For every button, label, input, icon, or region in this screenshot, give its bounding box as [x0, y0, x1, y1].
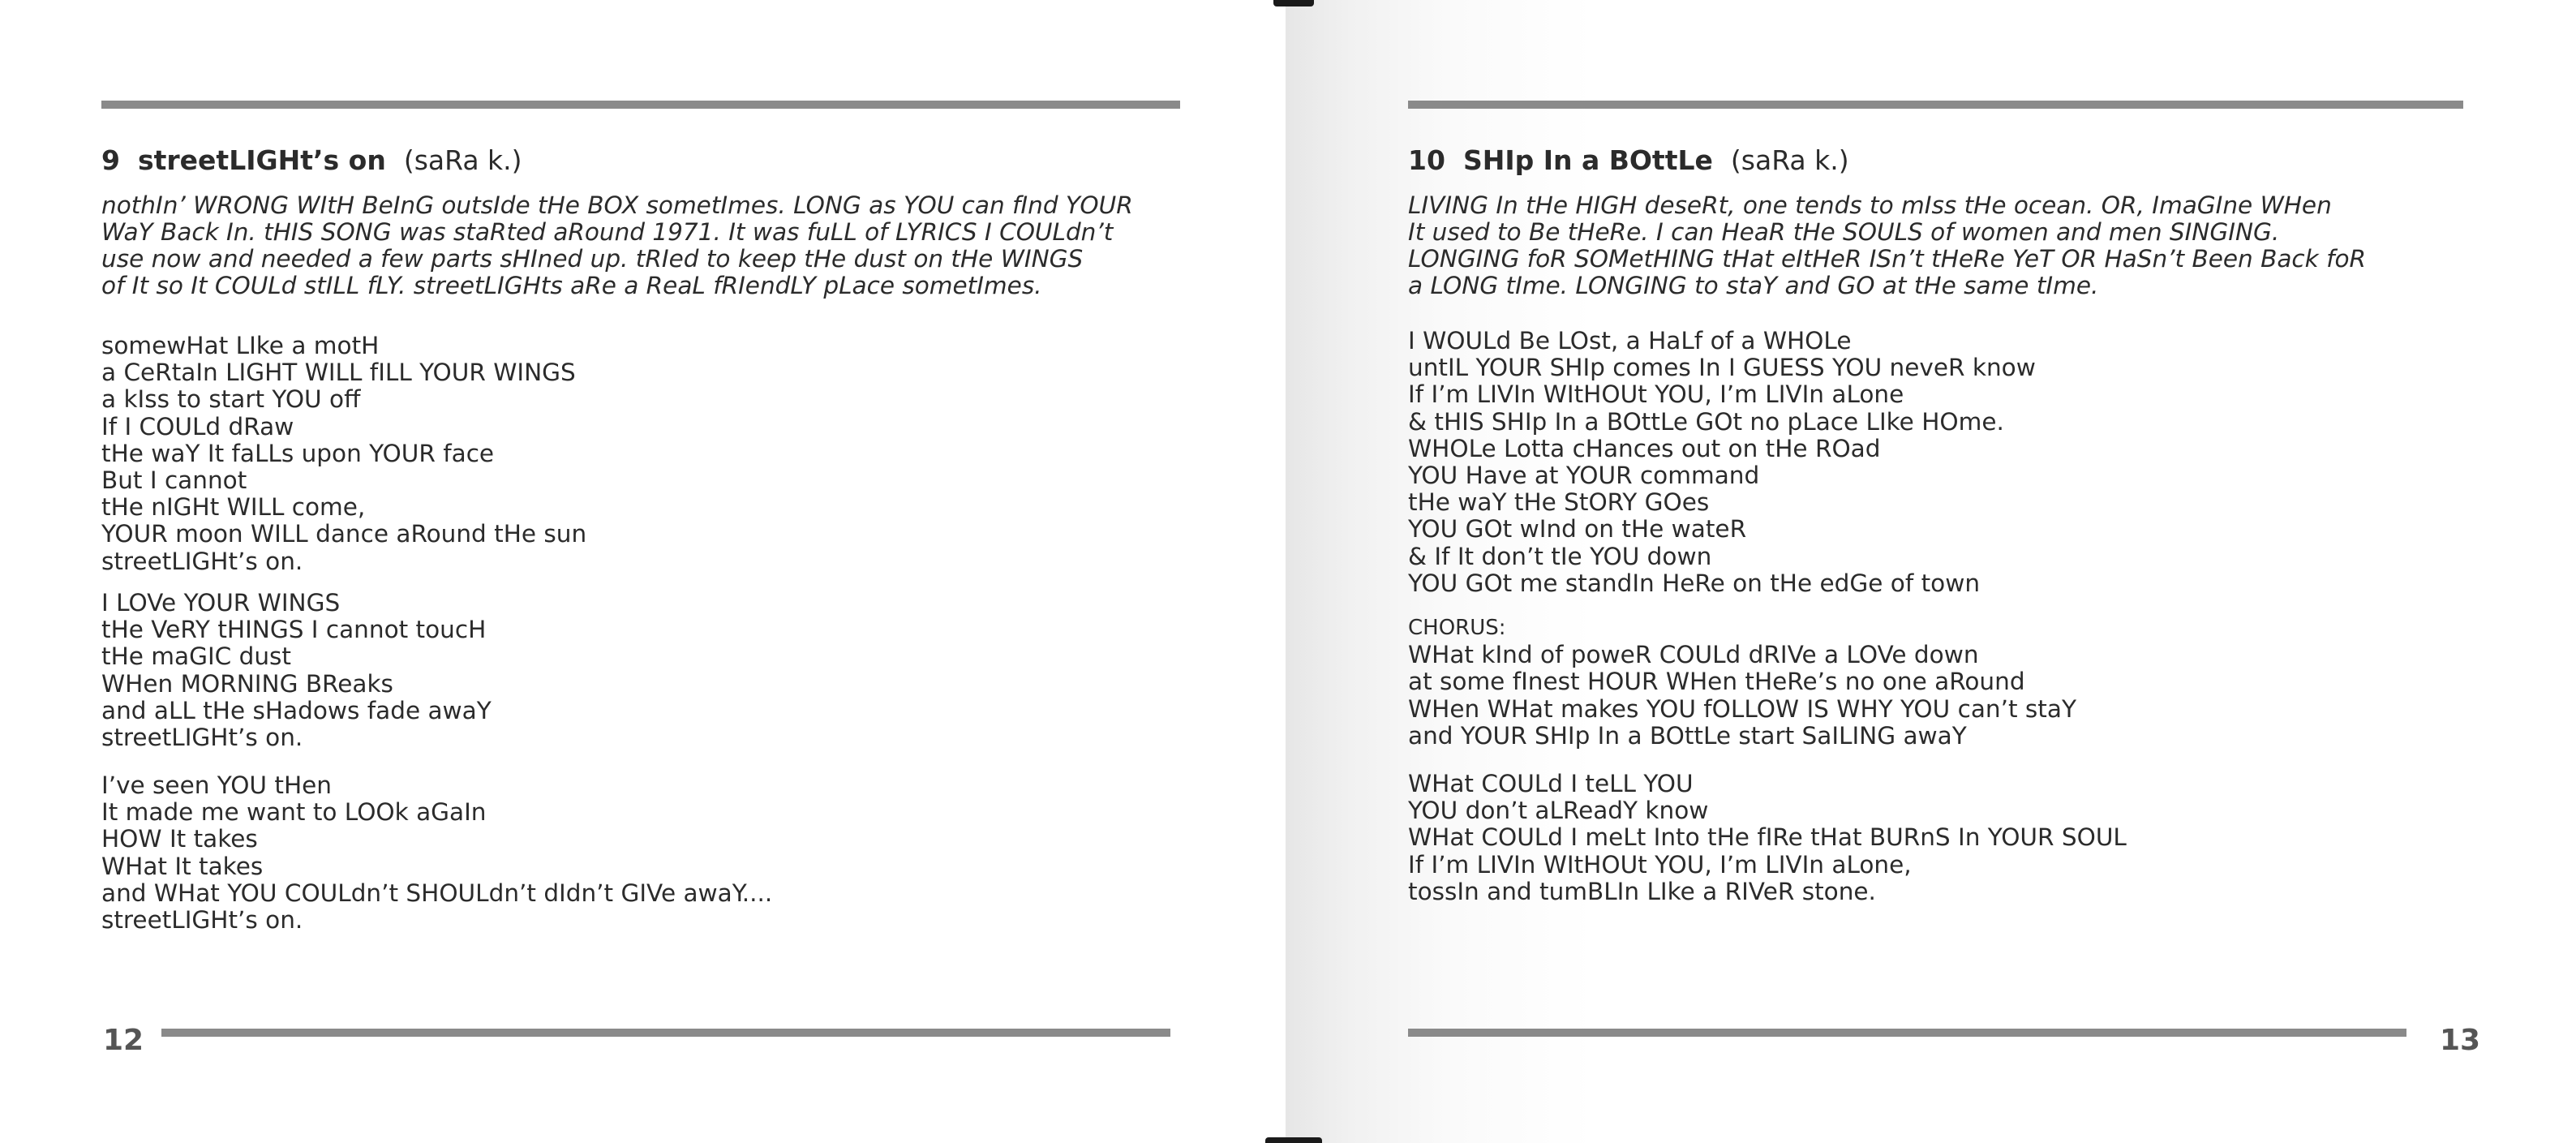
song-intro	[101, 192, 1133, 299]
intro-line: nothIn’ WRONG WItH BeInG outsIde tHe BOX sometImes. LONG as YOU can fInd YOUR	[101, 191, 1133, 219]
song-author: (saRa k.)	[1730, 144, 1849, 176]
lyric-line: But I cannot	[101, 466, 247, 495]
lyric-line: and YOUR SHIp In a BOttLe start SaILING awaY	[1408, 721, 1967, 750]
bottom-rule	[1408, 1029, 2406, 1037]
stanza	[1408, 771, 2127, 905]
lyric-line: WHen MORNING BReaks	[101, 669, 393, 698]
lyric-line: If I’m LIVIn WItHOUt YOU, I’m LIVIn aLone	[1408, 380, 1904, 409]
lyric-line: YOUR moon WILL dance aRound tHe sun	[101, 520, 587, 548]
lyric-line: WHat kInd of poweR COULd dRIVe a LOVe down	[1408, 641, 1979, 669]
lyric-line: streetLIGHt’s on.	[101, 906, 303, 935]
chorus-stanza	[1408, 615, 2076, 750]
top-rule	[101, 101, 1180, 109]
song-title-heading	[1408, 144, 1849, 176]
intro-line: of It so It COULd stILL fLY. streetLIGHts aRe a ReaL fRIendLY pLace sometImes.	[101, 272, 1042, 299]
lyric-line: untIL YOUR SHIp comes In I GUESS YOU neveR know	[1408, 354, 2036, 382]
intro-line: LIVING In tHe HIGH deseRt, one tends to mIss tHe ocean. OR, ImaGIne WHen	[1408, 191, 2332, 219]
lyric-line: tHe waY tHe StORY GOes	[1408, 488, 1710, 517]
lyric-line: streetLIGHt’s on.	[101, 724, 303, 752]
intro-line: It used to Be tHeRe. I can HeaR tHe SOULS of women and men SINGING.	[1408, 218, 2280, 246]
song-author: (saRa k.)	[403, 144, 522, 176]
binding-shadow-top	[1273, 0, 1314, 6]
lyric-line: I’ve seen YOU tHen	[101, 771, 332, 799]
lyric-line: YOU don’t aLReadY know	[1408, 797, 1709, 825]
page-number: 12	[103, 1024, 144, 1057]
lyric-line: YOU GOt me standIn HeRe on tHe edGe of town	[1408, 569, 1981, 597]
song-title: streetLIGHt’s on	[137, 144, 386, 176]
intro-line: a LONG tIme. LONGING to staY and GO at tHe same tIme.	[1408, 272, 2099, 299]
lyric-line: I WOULd Be LOst, a HaLf of a WHOLe	[1408, 327, 1852, 355]
intro-line: WaY Back In. tHIS SONG was staRted aRound 1971. It was fuLL of LYRICS I COULdn’t	[101, 218, 1114, 246]
page-number: 13	[2440, 1024, 2481, 1057]
intro-line: LONGING foR SOMetHING tHat eItHeR ISn’t tHeRe YeT OR HaSn’t Been Back foR	[1408, 245, 2367, 273]
track-number: 10	[1408, 144, 1445, 176]
lyric-line: WHen WHat makes YOU fOLLOW IS WHY YOU can’t staY	[1408, 694, 2076, 723]
stanza	[101, 590, 492, 751]
lyric-line: WHat It takes	[101, 852, 264, 880]
binding-shadow-bottom	[1265, 1137, 1322, 1143]
song-title-heading	[101, 144, 522, 176]
song-title: SHIp In a BOttLe	[1462, 144, 1713, 176]
lyric-line: somewHat LIke a motH	[101, 332, 380, 359]
lyric-line: I LOVe YOUR WINGS	[101, 589, 341, 617]
lyric-line: HOW It takes	[101, 825, 258, 853]
lyric-line: tHe waY It faLLs upon YOUR face	[101, 439, 495, 467]
lyric-line: tHe VeRY tHINGS I cannot toucH	[101, 616, 487, 644]
lyric-line: WHat COULd I meLt Into tHe fIRe tHat BURnS In YOUR SOUL	[1408, 823, 2127, 852]
bottom-rule	[161, 1029, 1170, 1037]
lyric-line: & tHIS SHIp In a BOttLe GOt no pLace LIke HOme.	[1408, 407, 2004, 436]
lyric-line: If I’m LIVIn WItHOUt YOU, I’m LIVIn aLone,	[1408, 850, 1912, 879]
lyric-line: If I COULd dRaw	[101, 412, 294, 440]
lyric-line: a kIss to start YOU off	[101, 385, 361, 414]
top-rule	[1408, 101, 2463, 109]
lyric-line: at some fInest HOUR WHen tHeRe’s no one aRound	[1408, 668, 2025, 696]
lyric-line: YOU Have at YOUR command	[1408, 462, 1760, 490]
stanza	[1408, 328, 2036, 597]
lyric-line: and WHat YOU COULdn’t SHOULdn’t dIdn’t GIVe awaY....	[101, 879, 773, 907]
lyric-line: tossIn and tumBLIn LIke a RIVeR stone.	[1408, 877, 1876, 905]
track-number: 9	[101, 144, 120, 176]
song-intro	[1408, 192, 2366, 299]
lyric-line: and aLL tHe sHadows fade awaY	[101, 696, 492, 724]
left-page	[0, 0, 1286, 1143]
lyric-line: a CeRtaIn LIGHT WILL fILL YOUR WINGS	[101, 359, 576, 387]
lyric-line: YOU GOt wInd on tHe wateR	[1408, 515, 1747, 544]
lyric-line: streetLIGHt’s on.	[101, 547, 303, 575]
stanza	[101, 772, 772, 934]
stanza	[101, 333, 586, 575]
lyric-line: tHe maGIC dust	[101, 642, 291, 671]
intro-line: use now and needed a few parts sHIned up. tRIed to keep tHe dust on tHe WINGS	[101, 245, 1084, 273]
lyric-line: tHe nIGHt WILL come,	[101, 493, 366, 522]
lyric-line: WHat COULd I teLL YOU	[1408, 770, 1694, 797]
right-page	[1286, 0, 2576, 1143]
lyric-line: It made me want to LOOk aGaIn	[101, 798, 487, 827]
lyric-line: WHOLe Lotta cHances out on tHe ROad	[1408, 434, 1881, 462]
lyric-line: & If It don’t tIe YOU down	[1408, 542, 1712, 570]
chorus-label: CHORUS:	[1408, 616, 1506, 640]
